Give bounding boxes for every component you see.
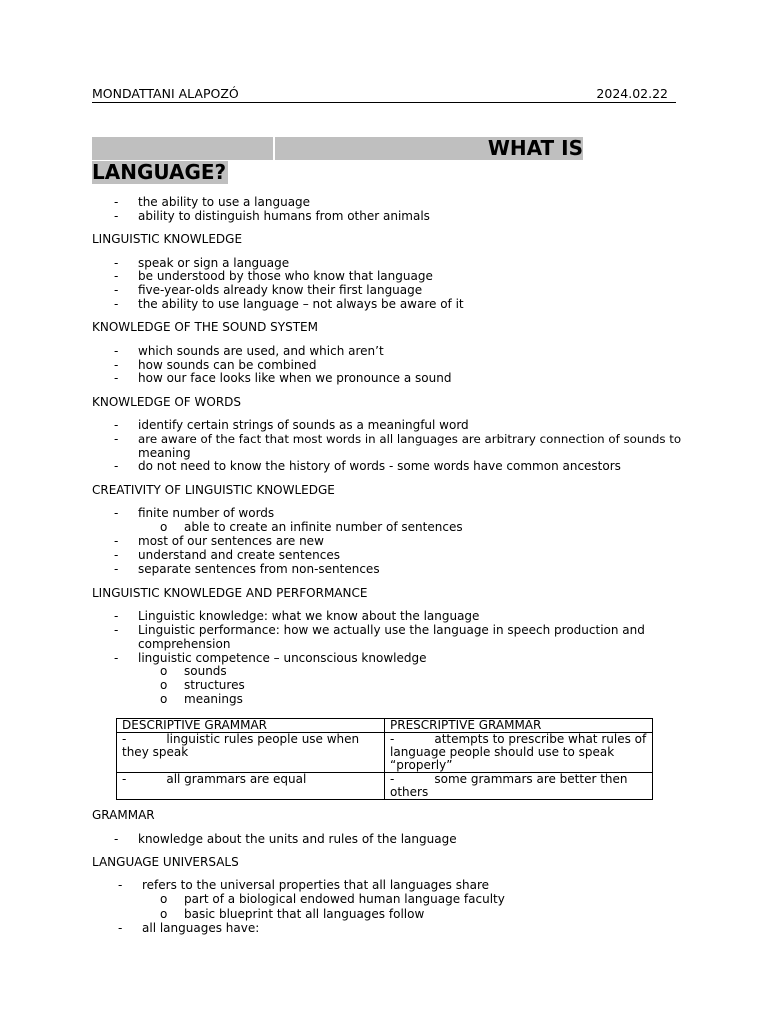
section-heading: CREATIVITY OF LINGUISTIC KNOWLEDGE [92,483,335,497]
cell-text: language people should use to speak [390,745,615,759]
bullet-dash: - [114,371,119,385]
list-item: separate sentences from non-sentences [138,562,380,576]
list-item: be understood by those who know that language [138,269,433,283]
bullet-dash: - [114,344,119,358]
sub-list-item: structures [184,678,245,692]
table-row [117,773,653,800]
header-date: 2024.02.22 [596,86,668,101]
list-item: how our face looks like when we pronounce a sound [138,371,452,385]
title-highlight-left [92,137,273,160]
list-item: five-year-olds already know their first language [138,283,423,297]
bullet-dash: - [114,297,119,311]
bullet-dash: - [118,878,123,892]
page-title-line2: LANGUAGE? [92,160,227,184]
page-header [92,86,676,103]
table-header-cell: DESCRIPTIVE GRAMMAR [117,719,385,733]
sub-bullet: o [160,892,168,906]
table-header-row [117,719,653,733]
list-item: linguistic competence – unconscious knowledge [138,651,427,665]
list-item-continuation: comprehension [138,637,231,651]
bullet-dash: - [114,534,119,548]
bullet-dash: - [114,283,119,297]
section-heading: KNOWLEDGE OF THE SOUND SYSTEM [92,320,318,334]
bullet-dash: - [114,609,119,623]
list-item: are aware of the fact that most words in all languages are arbitrary connection of sounds to [138,432,682,446]
bullet-dash: - [114,562,119,576]
bullet-dash: - [114,432,119,446]
bullet-dash: - [114,548,119,562]
bullet-dash: - [114,623,119,637]
bullet-dash: - [114,418,119,432]
cell-text: others [390,785,429,799]
sub-list-item: part of a biological endowed human language faculty [184,892,505,906]
list-item: do not need to know the history of words - some words have common ancestors [138,459,621,473]
sub-list-item: able to create an infinite number of sentences [184,520,463,534]
list-item: speak or sign a language [138,256,290,270]
header-title: MONDATTANI ALAPOZÓ [92,86,239,101]
bullet-dash: - [114,209,119,223]
cell-text: some grammars are better then [434,772,628,786]
bullet-dash: - [114,506,119,520]
cell-text: linguistic rules people use when [166,732,360,746]
list-item: understand and create sentences [138,548,340,562]
list-item-continuation: meaning [138,446,191,460]
sub-bullet: o [160,692,168,706]
page-title-line1: WHAT IS [487,136,583,160]
list-item: Linguistic performance: how we actually use the language in speech production and [138,623,645,637]
sub-bullet: o [160,678,168,692]
cell-text: attempts to prescribe what rules of [434,732,647,746]
sub-bullet: o [160,664,168,678]
section-heading: KNOWLEDGE OF WORDS [92,395,242,409]
section-heading: LANGUAGE UNIVERSALS [92,855,239,869]
list-item: ability to distinguish humans from other animals [138,209,430,223]
bullet-dash: - [118,921,123,935]
sub-bullet: o [160,907,168,921]
sub-list-item: meanings [184,692,243,706]
cell-text: all grammars are equal [166,772,307,786]
list-item: the ability to use language – not always be aware of it [138,297,464,311]
table-cell: - all grammars are equal [117,773,385,800]
bullet-dash: - [114,459,119,473]
bullet-dash: - [114,256,119,270]
list-item: the ability to use a language [138,195,311,209]
sub-list-item: sounds [184,664,227,678]
grammar-comparison-table [116,718,653,800]
table-cell: - some grammars are better then others [385,773,653,800]
table-cell: - attempts to prescribe what rules of language people should use to speak “properly” [385,733,653,773]
list-item: finite number of words [138,506,275,520]
list-item: identify certain strings of sounds as a meaningful word [138,418,469,432]
bullet-dash: - [114,832,119,846]
list-item: knowledge about the units and rules of the language [138,832,457,846]
table-header-cell: PRESCRIPTIVE GRAMMAR [385,719,653,733]
section-heading: GRAMMAR [92,808,155,822]
sub-list-item: basic blueprint that all languages follow [184,907,425,921]
list-item: most of our sentences are new [138,534,324,548]
bullet-dash: - [114,358,119,372]
table-cell: - linguistic rules people use when they speak [117,733,385,773]
section-heading: LINGUISTIC KNOWLEDGE AND PERFORMANCE [92,586,368,600]
list-item: refers to the universal properties that all languages share [142,878,490,892]
cell-text: “properly” [390,758,453,772]
list-item: how sounds can be combined [138,358,317,372]
list-item: Linguistic knowledge: what we know about the language [138,609,480,623]
sub-bullet: o [160,520,168,534]
bullet-dash: - [114,651,119,665]
cell-text: they speak [122,745,189,759]
table-row [117,733,653,773]
section-heading: LINGUISTIC KNOWLEDGE [92,232,243,246]
list-item: all languages have: [142,921,260,935]
bullet-dash: - [114,269,119,283]
bullet-dash: - [114,195,119,209]
list-item: which sounds are used, and which aren’t [138,344,384,358]
